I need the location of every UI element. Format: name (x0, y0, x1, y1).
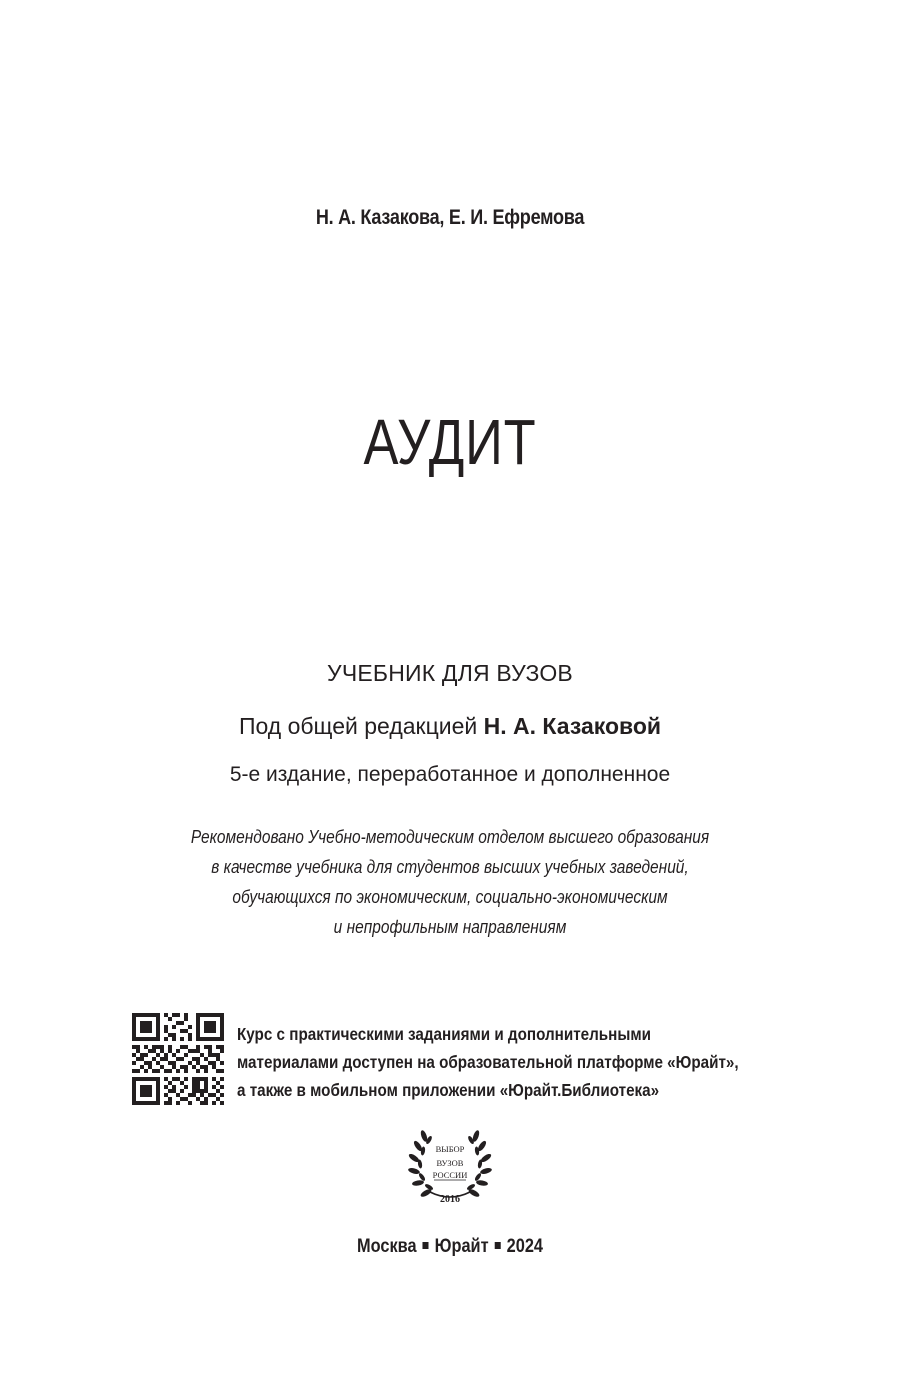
editor-prefix: Под общей редакцией (238, 713, 484, 739)
emblem-year: 2016 (440, 1194, 460, 1205)
editor-line (0, 713, 900, 740)
book-title: АУДИТ (363, 406, 537, 478)
recommendation-line: в качестве учебника для студентов высших учебных заведений, (211, 857, 689, 877)
authors: Н. А. Казакова, Е. И. Ефремова (315, 206, 585, 229)
course-note (237, 1020, 739, 1104)
emblem-line: РОССИИ (432, 1170, 468, 1180)
imprint-publisher: Юрайт (434, 1236, 489, 1257)
recommendation-block (63, 822, 837, 942)
separator-square-icon (495, 1242, 501, 1249)
recommendation-line: Рекомендовано Учебно-методическим отделом высшего образования (190, 827, 710, 847)
course-note-line: а также в мобильном приложении «Юрайт.Библиотека» (237, 1080, 660, 1100)
separator-square-icon (423, 1242, 429, 1249)
imprint-city: Москва (356, 1236, 417, 1257)
recommendation-line: обучающихся по экономическим, социально-экономическим (232, 887, 668, 907)
emblem-line: ВЫБОР (435, 1144, 465, 1154)
edition-note: 5-е издание, переработанное и дополненное (229, 763, 671, 786)
laurel-wreath-icon (408, 1122, 492, 1208)
course-note-line: материалами доступен на образовательной платформе «Юрайт», (237, 1052, 739, 1072)
qr-code-icon[interactable] (132, 1013, 224, 1105)
imprint (63, 1236, 837, 1258)
course-note-line: Курс с практическими заданиями и дополнительными (237, 1024, 651, 1044)
emblem-line: ВУЗОВ (436, 1158, 464, 1168)
editor-name: Н. А. Казаковой (483, 713, 662, 739)
book-subtitle: УЧЕБНИК ДЛЯ ВУЗОВ (327, 660, 573, 686)
imprint-year: 2024 (506, 1236, 544, 1257)
recommendation-line: и непрофильным направлениям (333, 917, 567, 937)
